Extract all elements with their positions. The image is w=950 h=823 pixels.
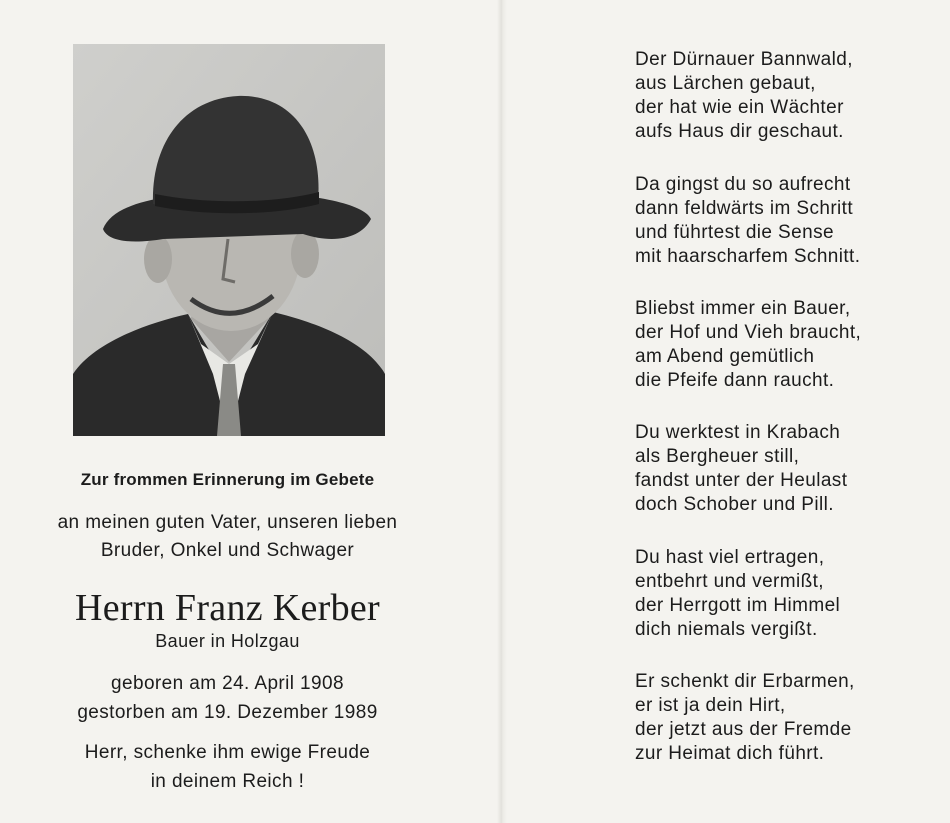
poem-line: Da gingst du so aufrecht: [635, 174, 851, 195]
right-page: [507, 0, 950, 823]
prayer-line-1: Herr, schenke ihm ewige Freude: [84, 742, 371, 763]
poem-line: dann feldwärts im Schritt: [635, 198, 854, 219]
intro-line-2: Bruder, Onkel und Schwager: [100, 540, 355, 561]
remembrance-heading: Zur frommen Erinnerung im Gebete: [80, 470, 375, 489]
birth-date: geboren am 24. April 1908: [111, 673, 344, 694]
poem-line: die Pfeife dann raucht.: [635, 370, 835, 391]
poem-line: dich niemals vergißt.: [635, 619, 818, 640]
poem-line: der Hof und Vieh braucht,: [635, 322, 862, 343]
intro-line-1: an meinen guten Vater, unseren lieben: [57, 512, 398, 533]
occupation: Bauer in Holzgau: [155, 631, 300, 651]
poem-line: zur Heimat dich führt.: [635, 743, 825, 764]
poem-line: fandst unter der Heulast: [635, 470, 848, 491]
prayer-line-2: in deinem Reich !: [150, 771, 305, 792]
poem-line: der hat wie ein Wächter: [635, 97, 844, 118]
poem-line: und führtest die Sense: [635, 222, 834, 243]
poem-line: aufs Haus dir geschaut.: [635, 121, 844, 142]
poem-line: Er schenkt dir Erbarmen,: [635, 671, 855, 692]
poem-line: der Herrgott im Himmel: [635, 595, 841, 616]
poem-stanza: [635, 670, 935, 766]
poem-line: Bliebst immer ein Bauer,: [635, 298, 851, 319]
poem-stanza: [635, 297, 935, 393]
poem-line: aus Lärchen gebaut,: [635, 73, 816, 94]
poem-line: Du werktest in Krabach: [635, 422, 841, 443]
poem-stanza: [635, 546, 935, 642]
poem-line: Du hast viel ertragen,: [635, 547, 825, 568]
poem-line: er ist ja dein Hirt,: [635, 695, 786, 716]
poem-stanza: [635, 173, 935, 269]
poem-line: entbehrt und vermißt,: [635, 571, 824, 592]
deceased-name: Herrn Franz Kerber: [74, 587, 381, 629]
poem-line: am Abend gemütlich: [635, 346, 815, 367]
poem-stanza: [635, 48, 935, 144]
poem-stanza: [635, 421, 935, 517]
poem-line: der jetzt aus der Fremde: [635, 719, 852, 740]
poem-line: mit haarscharfem Schnitt.: [635, 246, 861, 267]
card-fold: [497, 0, 507, 823]
poem-line: doch Schober und Pill.: [635, 494, 834, 515]
poem-line: Der Dürnauer Bannwald,: [635, 49, 853, 70]
portrait-photo: [73, 44, 385, 436]
death-date: gestorben am 19. Dezember 1989: [77, 702, 378, 723]
poem-line: als Bergheuer still,: [635, 446, 800, 467]
